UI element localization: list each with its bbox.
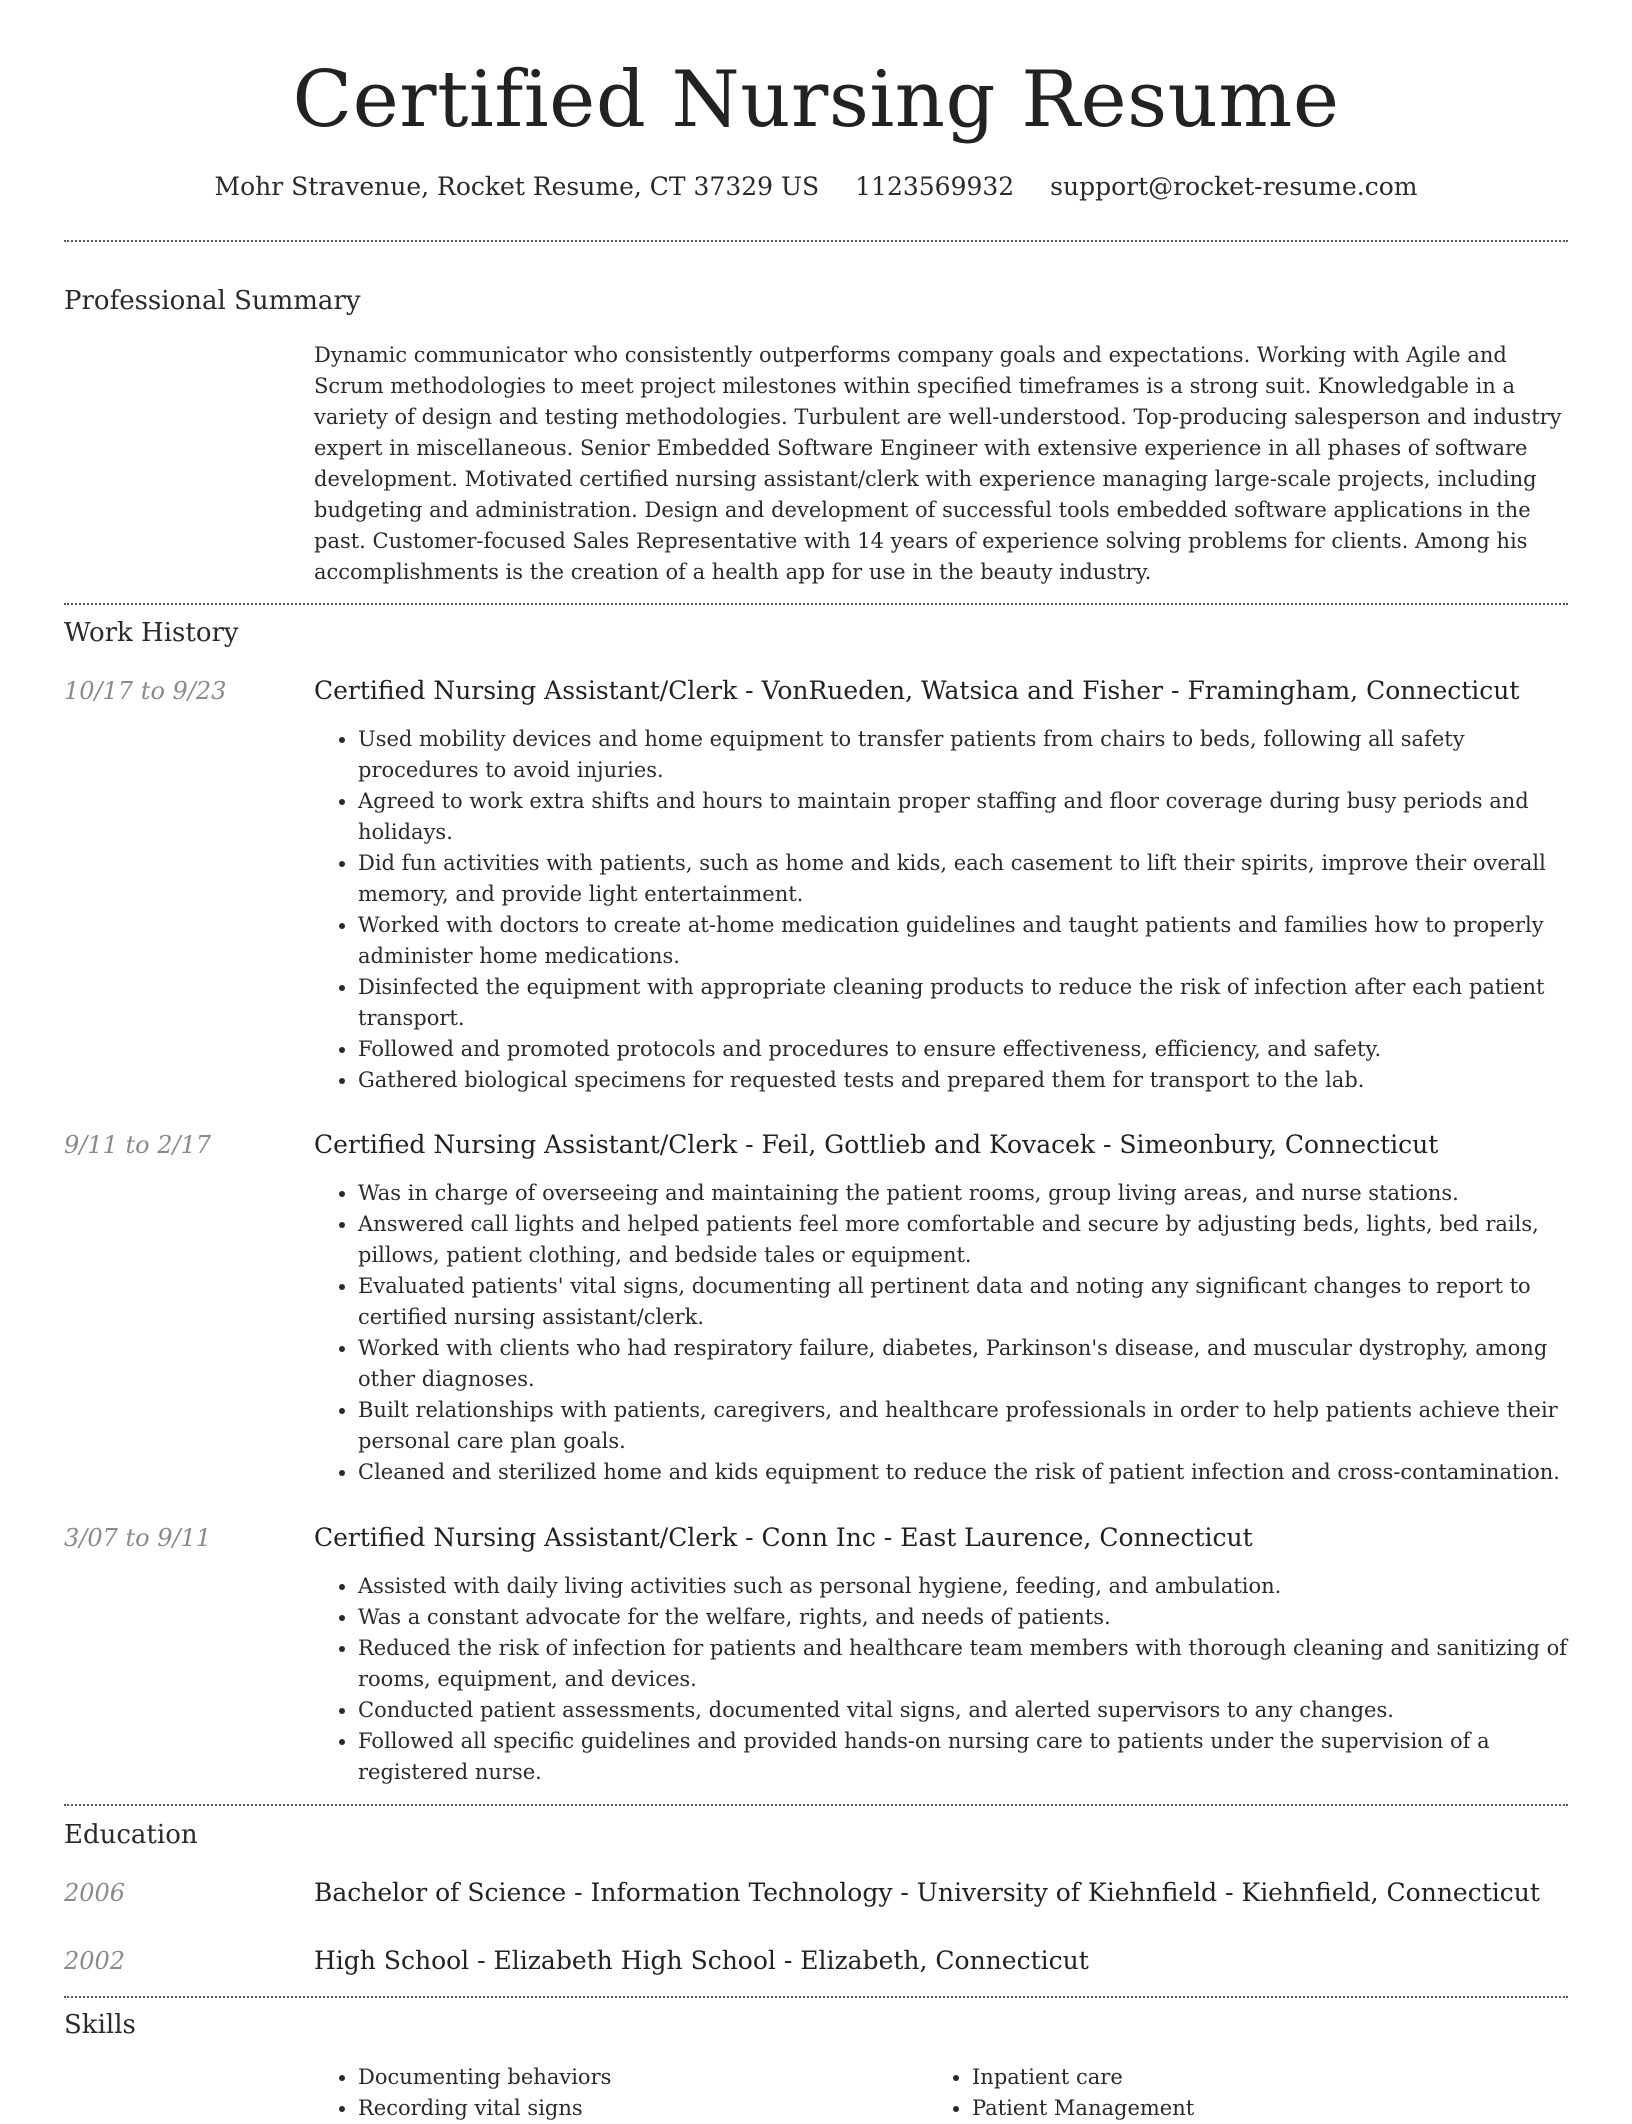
- job-dates: 10/17 to 9/23: [64, 677, 227, 705]
- job-bullet: • Worked with doctors to create at-home medication guidelines and taught patients and families how to properly administer home medications.: [358, 910, 1576, 972]
- skill-item: • Documenting behaviors: [358, 2062, 874, 2093]
- divider: [64, 1996, 1568, 1998]
- education-detail: High School - Elizabeth High School - Elizabeth, Connecticut: [314, 1946, 1089, 1975]
- job-bullet: • Assisted with daily living activities such as personal hygiene, feeding, and ambulation.: [358, 1571, 1576, 1602]
- job-title: Certified Nursing Assistant/Clerk - VonRueden, Watsica and Fisher - Framingham, Connecticut: [314, 676, 1520, 705]
- skill-item: • Inpatient care: [972, 2062, 1488, 2093]
- job-title: Certified Nursing Assistant/Clerk - Feil, Gottlieb and Kovacek - Simeonbury, Connecticut: [314, 1130, 1439, 1159]
- job-bullet: • Was in charge of overseeing and maintaining the patient rooms, group living areas, and nurse stations.: [358, 1178, 1576, 1209]
- job-dates: 3/07 to 9/11: [64, 1524, 212, 1552]
- job-bullet: • Used mobility devices and home equipment to transfer patients from chairs to beds, following all safety procedures to avoid injuries.: [358, 724, 1576, 786]
- job-bullet: • Built relationships with patients, caregivers, and healthcare professionals in order to help patients achieve their personal care plan goals.: [358, 1395, 1576, 1457]
- skills-list-left: [314, 2062, 874, 2124]
- job-bullet: • Was a constant advocate for the welfare, rights, and needs of patients.: [358, 1602, 1576, 1633]
- job-bullets: [314, 1178, 1576, 1488]
- skill-item: • Recording vital signs: [358, 2093, 874, 2124]
- resume-title: Certified Nursing Resume: [292, 55, 1340, 145]
- divider: [64, 1804, 1568, 1806]
- divider: [64, 240, 1568, 242]
- job-bullet: • Evaluated patients' vital signs, documenting all pertinent data and noting any significant changes to report to certified nursing assistant/clerk.: [358, 1271, 1576, 1333]
- contact-address: Mohr Stravenue, Rocket Resume, CT 37329 US: [214, 172, 820, 201]
- contact-email: support@rocket-resume.com: [1050, 172, 1418, 201]
- job-title: Certified Nursing Assistant/Clerk - Conn Inc - East Laurence, Connecticut: [314, 1523, 1253, 1552]
- summary-heading: Professional Summary: [64, 286, 361, 316]
- education-detail: Bachelor of Science - Information Technology - University of Kiehnfield - Kiehnfield, Connecticut: [314, 1878, 1540, 1907]
- job-bullet: • Followed and promoted protocols and procedures to ensure effectiveness, efficiency, and safety.: [358, 1034, 1576, 1065]
- job-bullets: [314, 1571, 1576, 1788]
- job-bullet: • Conducted patient assessments, documented vital signs, and alerted supervisors to any changes.: [358, 1695, 1576, 1726]
- divider: [64, 603, 1568, 605]
- education-year: 2006: [64, 1879, 126, 1907]
- education-year: 2002: [64, 1947, 126, 1975]
- skill-item: • Patient Management: [972, 2093, 1488, 2124]
- job-dates: 9/11 to 2/17: [64, 1131, 212, 1159]
- job-bullet: • Agreed to work extra shifts and hours to maintain proper staffing and floor coverage during busy periods and holidays.: [358, 786, 1576, 848]
- job-bullet: • Followed all specific guidelines and provided hands-on nursing care to patients under the supervision of a registered nurse.: [358, 1726, 1576, 1788]
- job-bullet: • Gathered biological specimens for requested tests and prepared them for transport to the lab.: [358, 1065, 1576, 1096]
- job-bullet: • Did fun activities with patients, such as home and kids, each casement to lift their spirits, improve their overall memory, and provide light entertainment.: [358, 848, 1576, 910]
- job-bullet: • Answered call lights and helped patients feel more comfortable and secure by adjusting beds, lights, bed rails, pillows, patient clothing, and bedside tales or equipment.: [358, 1209, 1576, 1271]
- job-bullet: • Reduced the risk of infection for patients and healthcare team members with thorough cleaning and sanitizing of rooms, equipment, and devices.: [358, 1633, 1576, 1695]
- contact-phone: 1123569932: [855, 172, 1015, 201]
- job-bullet: • Worked with clients who had respiratory failure, diabetes, Parkinson's disease, and muscular dystrophy, among other diagnoses.: [358, 1333, 1576, 1395]
- job-bullet: • Cleaned and sterilized home and kids equipment to reduce the risk of patient infection and cross-contamination.: [358, 1457, 1576, 1488]
- skills-list-right: [928, 2062, 1488, 2124]
- contact-line: [0, 170, 1632, 204]
- job-bullets: [314, 724, 1576, 1096]
- work-history-heading: Work History: [64, 618, 239, 648]
- education-heading: Education: [64, 1820, 198, 1850]
- job-bullet: • Disinfected the equipment with appropriate cleaning products to reduce the risk of infection after each patient transport.: [358, 972, 1576, 1034]
- summary-text: Dynamic communicator who consistently outperforms company goals and expectations. Working with Agile and Scrum methodologies to meet project milestones within specified timeframes is a strong suit. Knowledgable in a variety of design and testing methodologies. Turbulent are well-understood. Top-producing salesperson and industry expert in miscellaneous. Senior Embedded Software Engineer with extensive experience in all phases of software development. Motivated certified nursing assistant/clerk with experience managing large-scale projects, including budgeting and administration. Design and development of successful tools embedded software applications in the past. Customer-focused Sales Representative with 14 years of experience solving problems for clients. Among his accomplishments is the creation of a health app for use in the beauty industry.: [314, 343, 1562, 584]
- skills-heading: Skills: [64, 2010, 136, 2040]
